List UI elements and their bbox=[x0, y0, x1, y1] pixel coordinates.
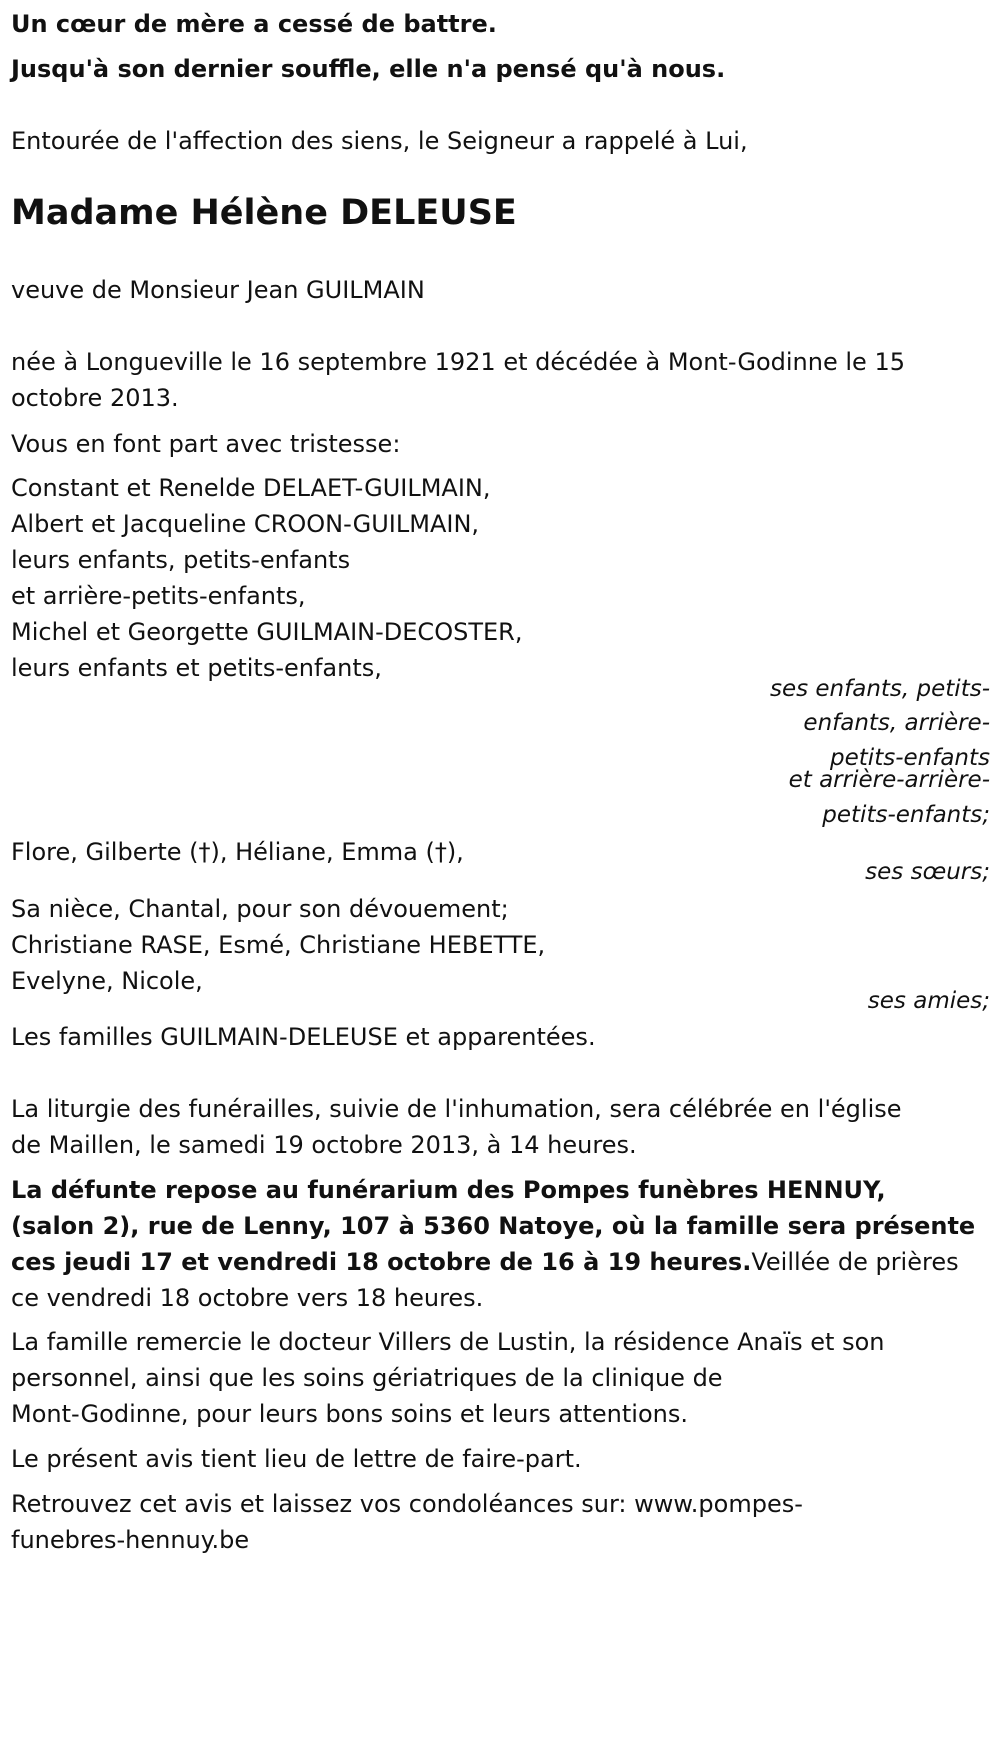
website-line-2: funebres-hennuy.be bbox=[11, 1526, 250, 1554]
repose-line-4: ce vendredi 18 octobre vers 18 heures. bbox=[11, 1284, 484, 1312]
children-role-line-3: petits-enfants bbox=[830, 745, 990, 771]
repose-line-3 bbox=[11, 1242, 959, 1282]
deceased-name: Madame Hélène DELEUSE bbox=[11, 193, 517, 233]
friends-line-3: Evelyne, Nicole, bbox=[11, 967, 203, 995]
children-line-1: Constant et Renelde DELAET-GUILMAIN, bbox=[11, 474, 491, 502]
repose-vigil-text: Veillée de prières bbox=[751, 1248, 959, 1276]
children-line-5: Michel et Georgette GUILMAIN-DECOSTER, bbox=[11, 618, 523, 646]
website-line-1: Retrouvez cet avis et laissez vos condoléances sur: www.pompes- bbox=[11, 1490, 803, 1518]
header-line-1: Un cœur de mère a cessé de battre. bbox=[11, 10, 497, 38]
sisters-role: ses sœurs; bbox=[865, 859, 990, 885]
children-line-3: leurs enfants, petits-enfants bbox=[11, 546, 351, 574]
friends-role: ses amies; bbox=[867, 988, 990, 1014]
liturgy-line-1: La liturgie des funérailles, suivie de l'inhumation, sera célébrée en l'église bbox=[11, 1095, 902, 1123]
friends-line-2: Christiane RASE, Esmé, Christiane HEBETTE, bbox=[11, 931, 546, 959]
thanks-line-2: personnel, ainsi que les soins gériatriques de la clinique de bbox=[11, 1364, 723, 1392]
announcement-text: Vous en font part avec tristesse: bbox=[11, 430, 401, 458]
repose-line-2: (salon 2), rue de Lenny, 107 à 5360 Natoye, où la famille sera présente bbox=[11, 1212, 976, 1240]
families-text: Les familles GUILMAIN-DELEUSE et apparentées. bbox=[11, 1023, 596, 1051]
widow-of-text: veuve de Monsieur Jean GUILMAIN bbox=[11, 276, 425, 304]
notice-text: Le présent avis tient lieu de lettre de faire-part. bbox=[11, 1445, 582, 1473]
children-role-line-1: ses enfants, petits- bbox=[769, 676, 990, 702]
sisters-names: Flore, Gilberte (†), Héliane, Emma (†), bbox=[11, 838, 464, 866]
liturgy-line-2: de Maillen, le samedi 19 octobre 2013, à 14 heures. bbox=[11, 1131, 637, 1159]
thanks-line-3: Mont-Godinne, pour leurs bons soins et leurs attentions. bbox=[11, 1400, 688, 1428]
children-role-line-2: enfants, arrière- bbox=[803, 710, 990, 736]
repose-line-1: La défunte repose au funérarium des Pompes funèbres HENNUY, bbox=[11, 1176, 886, 1204]
intro-text: Entourée de l'affection des siens, le Seigneur a rappelé à Lui, bbox=[11, 127, 748, 155]
friends-line-1: Sa nièce, Chantal, pour son dévouement; bbox=[11, 895, 509, 923]
header-line-2: Jusqu'à son dernier souffle, elle n'a pensé qu'à nous. bbox=[11, 55, 726, 83]
children-line-2: Albert et Jacqueline CROON-GUILMAIN, bbox=[11, 510, 480, 538]
repose-visiting-hours: ces jeudi 17 et vendredi 18 octobre de 16 à 19 heures. bbox=[11, 1248, 752, 1276]
birth-death-line-2: octobre 2013. bbox=[11, 384, 179, 412]
children-role-line-5: petits-enfants; bbox=[822, 802, 990, 828]
children-line-6: leurs enfants et petits-enfants, bbox=[11, 654, 382, 682]
children-line-4: et arrière-petits-enfants, bbox=[11, 582, 306, 610]
children-role-line-4: et arrière-arrière- bbox=[788, 767, 990, 793]
birth-death-line-1: née à Longueville le 16 septembre 1921 et décédée à Mont-Godinne le 15 bbox=[11, 348, 905, 376]
thanks-line-1: La famille remercie le docteur Villers de Lustin, la résidence Anaïs et son bbox=[11, 1328, 885, 1356]
